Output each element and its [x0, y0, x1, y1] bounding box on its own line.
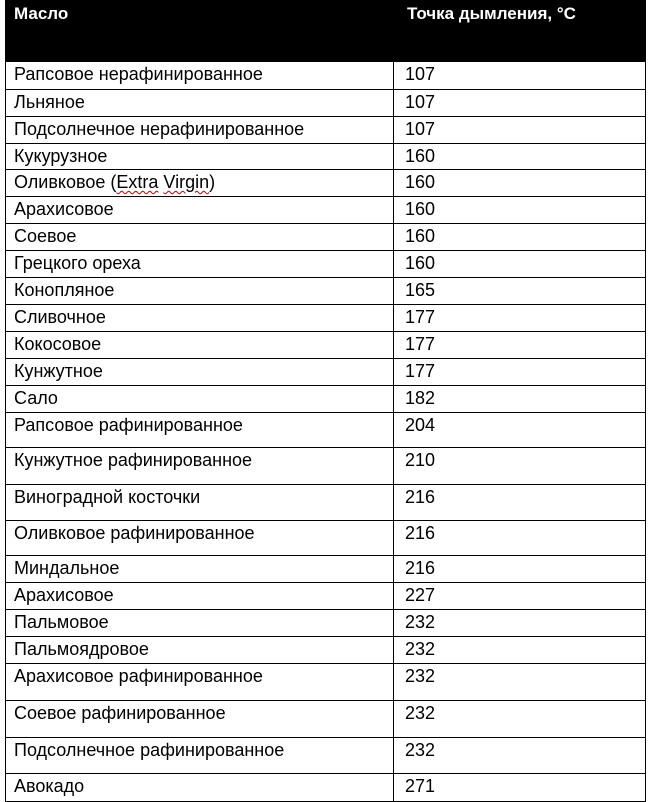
smoke-point-value: 182: [394, 386, 646, 413]
oil-name: Кукурузное: [6, 144, 394, 170]
oil-name: Соевое рафинированное: [6, 701, 394, 738]
smoke-point-value: 216: [394, 556, 646, 583]
oil-name: Кунжутное: [6, 359, 394, 386]
smoke-point-value: 232: [394, 664, 646, 701]
oil-name: Арахисовое рафинированное: [6, 664, 394, 701]
table-row: [6, 332, 646, 359]
table-row: [6, 413, 646, 448]
smoke-point-table-container: [5, 0, 645, 802]
oil-name: Арахисовое: [6, 583, 394, 610]
smoke-point-value: 160: [394, 224, 646, 251]
smoke-point-value: 204: [394, 413, 646, 448]
table-row: [6, 521, 646, 556]
smoke-point-value: 165: [394, 278, 646, 305]
oil-name-prefix: Оливковое (: [14, 172, 117, 192]
smoke-point-value: 107: [394, 90, 646, 117]
table-row: [6, 556, 646, 583]
oil-name-suffix: ): [209, 172, 216, 192]
smoke-point-value: 271: [394, 774, 646, 802]
smoke-point-value: 177: [394, 332, 646, 359]
table-row: [6, 485, 646, 521]
oil-name: Пальмовое: [6, 610, 394, 637]
oil-name: Пальмоядровое: [6, 637, 394, 664]
table-row: [6, 583, 646, 610]
oil-name: Грецкого ореха: [6, 251, 394, 278]
table-row: [6, 278, 646, 305]
oil-name: Конопляное: [6, 278, 394, 305]
oil-name: Подсолнечное нерафинированное: [6, 117, 394, 144]
smoke-point-value: 160: [394, 197, 646, 224]
table-row: [6, 62, 646, 90]
table-row: [6, 197, 646, 224]
oil-name: Кокосовое: [6, 332, 394, 359]
oil-name-virgin: Virgin: [163, 172, 210, 192]
oil-name: Миндальное: [6, 556, 394, 583]
oil-name: Сало: [6, 386, 394, 413]
smoke-point-value: 107: [394, 117, 646, 144]
header-oil: Масло: [6, 1, 394, 62]
table-row: [6, 448, 646, 485]
oil-name: Сливочное: [6, 305, 394, 332]
table-row: [6, 610, 646, 637]
header-row: [6, 1, 646, 62]
smoke-point-value: 216: [394, 521, 646, 556]
oil-name: Кунжутное рафинированное: [6, 448, 394, 485]
smoke-point-value: 232: [394, 738, 646, 774]
smoke-point-value: 216: [394, 485, 646, 521]
oil-name: Оливковое рафинированное: [6, 521, 394, 556]
oil-name: Рапсовое рафинированное: [6, 413, 394, 448]
table-row: [6, 701, 646, 738]
oil-name: [6, 170, 394, 197]
oil-name-extra: Extra: [116, 172, 159, 192]
smoke-point-value: 177: [394, 359, 646, 386]
table-row: [6, 664, 646, 701]
table-row: [6, 359, 646, 386]
smoke-point-value: 160: [394, 251, 646, 278]
table-row: [6, 117, 646, 144]
table-row: [6, 305, 646, 332]
smoke-point-table: [5, 0, 646, 802]
smoke-point-value: 160: [394, 170, 646, 197]
smoke-point-value: 232: [394, 701, 646, 738]
oil-name: Виноградной косточки: [6, 485, 394, 521]
table-row: [6, 738, 646, 774]
table-row: [6, 224, 646, 251]
oil-name: Авокадо: [6, 774, 394, 802]
smoke-point-value: 210: [394, 448, 646, 485]
smoke-point-value: 107: [394, 62, 646, 90]
oil-name: Подсолнечное рафинированное: [6, 738, 394, 774]
oil-name: Льняное: [6, 90, 394, 117]
smoke-point-value: 160: [394, 144, 646, 170]
table-row: [6, 386, 646, 413]
header-smoke-point: Точка дымления, °C: [394, 1, 646, 62]
table-row: [6, 637, 646, 664]
oil-name: Соевое: [6, 224, 394, 251]
smoke-point-value: 232: [394, 610, 646, 637]
smoke-point-value: 232: [394, 637, 646, 664]
oil-name: Рапсовое нерафинированное: [6, 62, 394, 90]
smoke-point-value: 177: [394, 305, 646, 332]
oil-name: Арахисовое: [6, 197, 394, 224]
table-row: [6, 170, 646, 197]
table-row: [6, 251, 646, 278]
table-row: [6, 144, 646, 170]
table-row: [6, 774, 646, 802]
smoke-point-value: 227: [394, 583, 646, 610]
table-row: [6, 90, 646, 117]
